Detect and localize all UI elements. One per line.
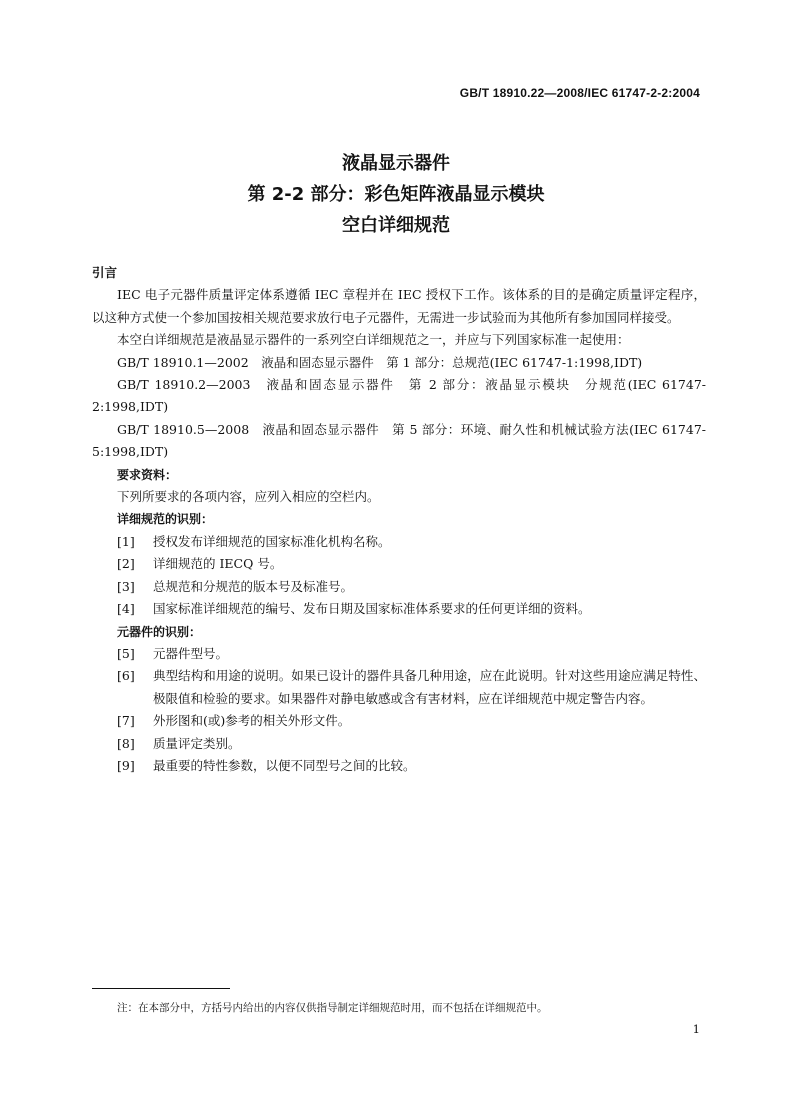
list-item-number: [4] xyxy=(117,601,135,617)
list-item-text: 详细规范的 IECQ 号。 xyxy=(153,556,283,572)
intro-heading: 引言 xyxy=(92,265,118,280)
list-item-text: 质量评定类别。 xyxy=(153,735,241,751)
list-item xyxy=(92,576,706,598)
list-item xyxy=(92,553,706,575)
spec-identification-heading: 详细规范的识别： xyxy=(117,512,214,527)
title-line-3: 空白详细规范 xyxy=(342,215,450,236)
footnote: 注：在本部分中，方括号内给出的内容仅供指导制定详细规范时用，而不包括在详细规范中。 xyxy=(117,1002,548,1014)
list-item xyxy=(92,710,706,732)
intro-paragraph-1: IEC 电子元器件质量评定体系遵循 IEC 章程并在 IEC 授权下工作。该体系的目的是确定质量评定程序，以这种方式使一个参加国按相关规范要求放行电子元器件，无需进一步试验而为其他所有参加国同样接受。 xyxy=(92,287,706,325)
main-content xyxy=(92,262,706,777)
standard-code-header: GB/T 18910.22—2008/IEC 61747-2-2:2004 xyxy=(459,86,700,100)
list-item xyxy=(92,733,706,755)
list-item xyxy=(92,531,706,553)
footnote-divider xyxy=(92,988,230,989)
title-line-1: 液晶显示器件 xyxy=(342,153,450,174)
list-item xyxy=(92,665,706,710)
list-item xyxy=(92,643,706,665)
list-item-number: [5] xyxy=(117,645,135,661)
list-item-text: 总规范和分规范的版本号及标准号。 xyxy=(153,578,354,594)
list-item-text: 元器件型号。 xyxy=(153,645,229,661)
requirements-heading: 要求资料： xyxy=(117,467,178,482)
list-item-number: [7] xyxy=(117,713,135,729)
list-item-number: [2] xyxy=(117,556,135,572)
reference-item-3: GB/T 18910.5—2008 液晶和固态显示器件 第 5 部分：环境、耐久性和机械试验方法(IEC 61747-5:1998,IDT) xyxy=(92,421,706,460)
list-item-text: 授权发布详细规范的国家标准化机构名称。 xyxy=(153,533,391,549)
list-item xyxy=(92,755,706,777)
list-item-number: [6] xyxy=(117,668,135,684)
page-number: 1 xyxy=(692,1022,700,1036)
list-item-number: [8] xyxy=(117,735,135,751)
intro-paragraph-2: 本空白详细规范是液晶显示器件的一系列空白详细规范之一，并应与下列国家标准一起使用： xyxy=(117,332,630,348)
list-item-number: [1] xyxy=(117,533,135,549)
list-item xyxy=(92,598,706,620)
reference-item-1: GB/T 18910.1—2002 液晶和固态显示器件 第 1 部分：总规范(IEC 61747-1:1998,IDT) xyxy=(117,354,643,370)
requirements-text: 下列所要求的各项内容，应列入相应的空栏内。 xyxy=(117,489,380,505)
list-item-text: 典型结构和用途的说明。如果已设计的器件具备几种用途，应在此说明。针对这些用途应满足特性、极限值和检验的要求。如果器件对静电敏感或含有害材料，应在详细规范中规定警告内容。 xyxy=(153,668,706,706)
list-item-text: 国家标准详细规范的编号、发布日期及国家标准体系要求的任何更详细的资料。 xyxy=(153,601,591,617)
list-item-text: 最重要的特性参数，以便不同型号之间的比较。 xyxy=(153,757,416,773)
component-identification-heading: 元器件的识别： xyxy=(117,624,202,639)
reference-item-2: GB/T 18910.2—2003 液晶和固态显示器件 第 2 部分：液晶显示模块 分规范(IEC 61747-2:1998,IDT) xyxy=(92,377,706,415)
list-item-text: 外形图和(或)参考的相关外形文件。 xyxy=(153,713,351,729)
title-line-2: 第 2-2 部分：彩色矩阵液晶显示模块 xyxy=(247,184,545,205)
list-item-number: [3] xyxy=(117,578,135,594)
list-item-number: [9] xyxy=(117,757,135,773)
document-title xyxy=(0,148,792,241)
